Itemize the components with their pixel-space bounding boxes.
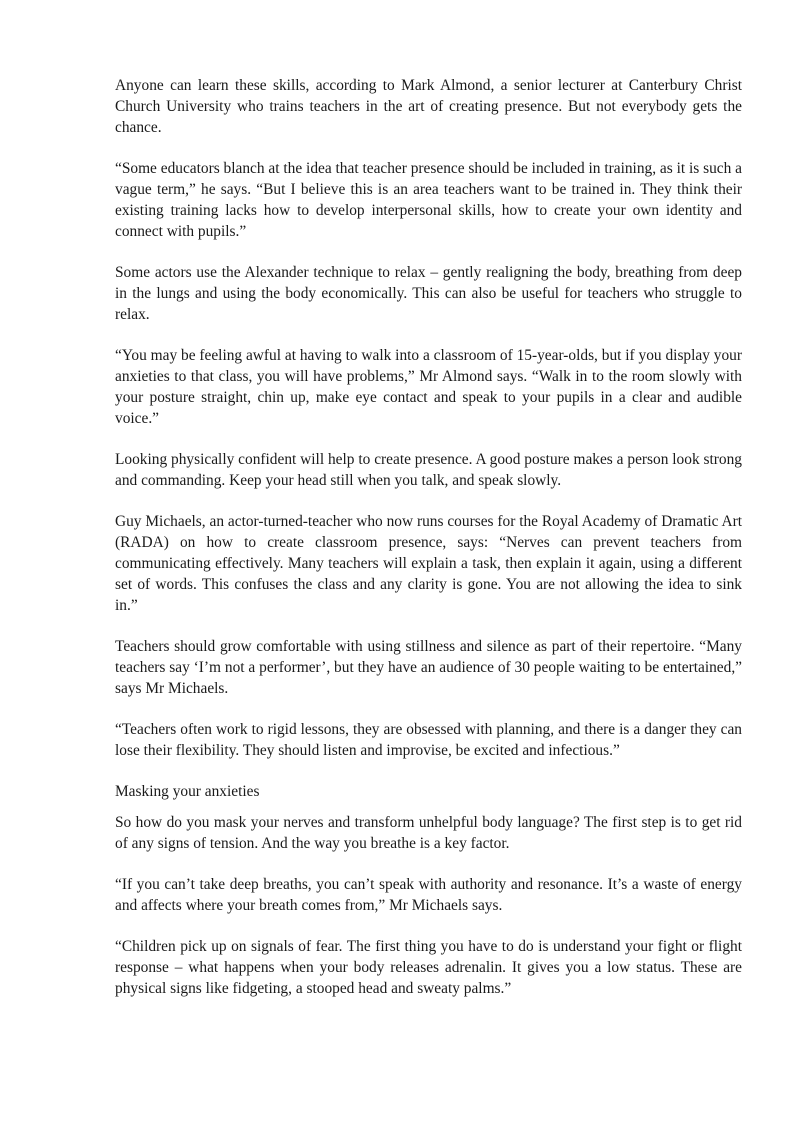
paragraph: So how do you mask your nerves and transform unhelpful body language? The first step is to get rid of any signs of tension. And the way you breathe is a key factor.: [115, 814, 742, 852]
document-page: [115, 75, 742, 1019]
paragraph: “Teachers often work to rigid lessons, they are obsessed with planning, and there is a danger they can lose their flexibility. They should listen and improvise, be excited and infectious.”: [115, 721, 742, 759]
paragraph: Guy Michaels, an actor-turned-teacher who now runs courses for the Royal Academy of Dramatic Art (RADA) on how to create classroom presence, says: “Nerves can prevent teachers from communicating effectively. Many teachers will explain a task, then explain it again, using a different set of words. This confuses the class and any clarity is gone. You are not allowing the idea to sink in.”: [115, 513, 742, 614]
paragraph: “Some educators blanch at the idea that teacher presence should be included in training, as it is such a vague term,” he says. “But I believe this is an area teachers want to be trained in. They think their existing training lacks how to develop interpersonal skills, how to create your own identity and connect with pupils.”: [115, 160, 742, 240]
section-heading: Masking your anxieties: [115, 783, 260, 800]
paragraph: Teachers should grow comfortable with using stillness and silence as part of their repertoire. “Many teachers say ‘I’m not a performer’, but they have an audience of 30 people waiting to be entertained,” says Mr Michaels.: [115, 638, 742, 697]
paragraph: “You may be feeling awful at having to walk into a classroom of 15-year-olds, but if you display your anxieties to that class, you will have problems,” Mr Almond says. “Walk in to the room slowly with your posture straight, chin up, make eye contact and speak to your pupils in a clear and audible voice.”: [115, 347, 742, 427]
paragraph: Looking physically confident will help to create presence. A good posture makes a person look strong and commanding. Keep your head still when you talk, and speak slowly.: [115, 451, 742, 489]
paragraph: Some actors use the Alexander technique to relax – gently realigning the body, breathing from deep in the lungs and using the body economically. This can also be useful for teachers who struggle to relax.: [115, 264, 742, 323]
paragraph: “If you can’t take deep breaths, you can’t speak with authority and resonance. It’s a waste of energy and affects where your breath comes from,” Mr Michaels says.: [115, 876, 742, 914]
paragraph: “Children pick up on signals of fear. The first thing you have to do is understand your fight or flight response – what happens when your body releases adrenalin. It gives you a low status. These are physical signs like fidgeting, a stooped head and sweaty palms.”: [115, 938, 742, 997]
paragraph: Anyone can learn these skills, according to Mark Almond, a senior lecturer at Canterbury Christ Church University who trains teachers in the art of creating presence. But not everybody gets the chance.: [115, 77, 742, 136]
